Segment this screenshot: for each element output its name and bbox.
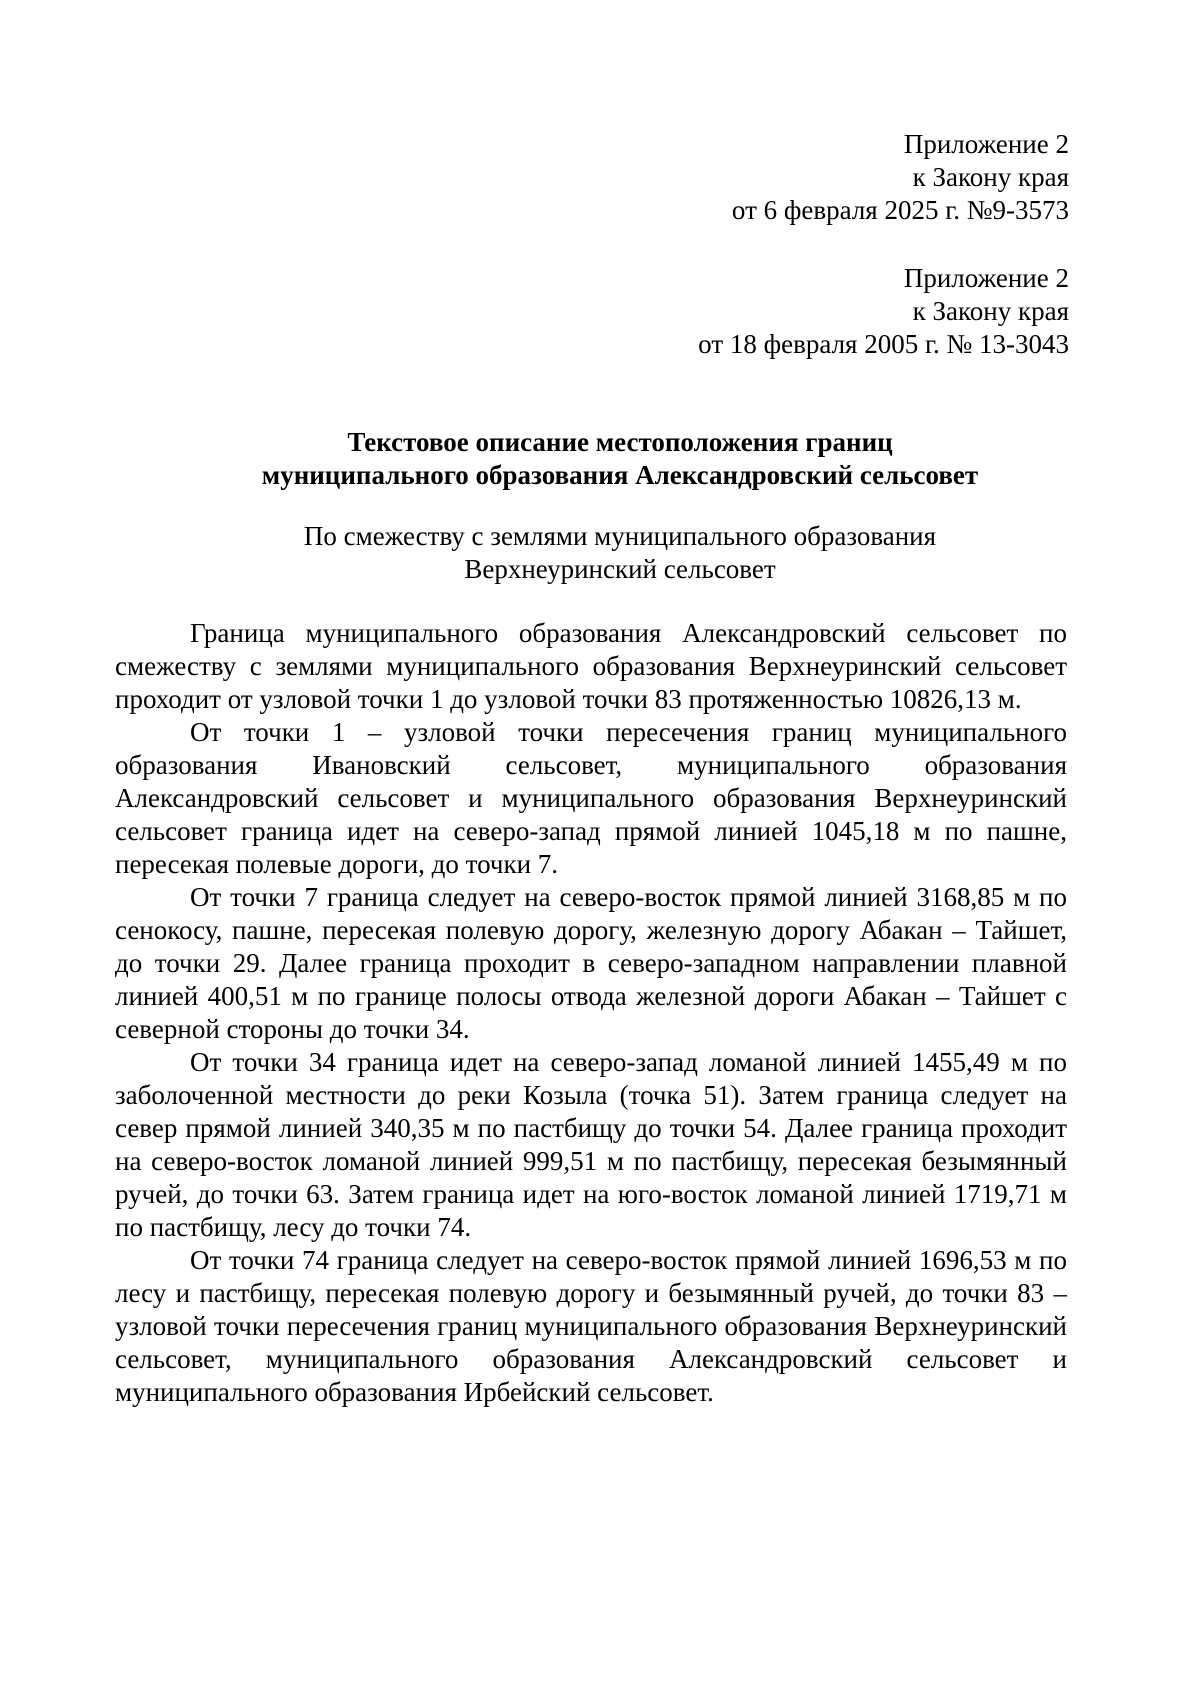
appendix-label: Приложение 2 [903, 263, 1069, 293]
document-title [0, 426, 1200, 492]
appendix-law-ref: к Закону края [912, 296, 1069, 326]
body-paragraph: От точки 1 – узловой точки пересечения границ муниципального образования Ивановский сельсовет, муниципального образования Александровский сельсовет и муниципального образования Верхнеуринский сельсовет граница идет на северо-запад прямой линией 1045,18 м по пашне, пересекая полевые дороги, до точки 7. [115, 717, 1067, 879]
appendix-header-original [698, 262, 1069, 361]
appendix-label: Приложение 2 [903, 129, 1069, 159]
appendix-law-ref: к Закону края [912, 162, 1069, 192]
section-heading-line-1: По смежеству с землями муниципального образования [303, 521, 937, 551]
section-heading [0, 520, 1200, 586]
appendix-header-current [732, 128, 1069, 227]
document-title-line-2: муниципального образования Александровский сельсовет [261, 460, 979, 490]
body-paragraph: Граница муниципального образования Александровский сельсовет по смежеству с землями муниципального образования Верхнеуринский сельсовет проходит от узловой точки 1 до узловой точки 83 протяженностью 10826,13 м. [115, 618, 1067, 714]
body-paragraph: От точки 74 граница следует на северо-восток прямой линией 1696,53 м по лесу и пастбищу, пересекая полевую дорогу и безымянный ручей, до точки 83 – узловой точки пересечения границ муниципального образования Верхнеуринский сельсовет, муниципального образования Александровский сельсовет и муниципального образования Ирбейский сельсовет. [115, 1245, 1067, 1407]
body-paragraph: От точки 34 граница идет на северо-запад ломаной линией 1455,49 м по заболоченной местности до реки Козыла (точка 51). Затем граница следует на север прямой линией 340,35 м по пастбищу до точки 54. Далее граница проходит на северо-восток ломаной линией 999,51 м по пастбищу, пересекая безымянный ручей, до точки 63. Затем граница идет на юго-восток ломаной линией 1719,71 м по пастбищу, лесу до точки 74. [115, 1047, 1067, 1242]
document-body [115, 617, 1067, 1409]
document-title-line-1: Текстовое описание местоположения границ [347, 427, 893, 457]
appendix-date: от 6 февраля 2025 г. №9-3573 [731, 195, 1069, 225]
body-paragraph: От точки 7 граница следует на северо-восток прямой линией 3168,85 м по сенокосу, пашне, пересекая полевую дорогу, железную дорогу Абакан – Тайшет, до точки 29. Далее граница проходит в северо-западном направлении плавной линией 400,51 м по границе полосы отвода железной дороги Абакан – Тайшет с северной стороны до точки 34. [115, 882, 1067, 1044]
section-heading-line-2: Верхнеуринский сельсовет [464, 554, 776, 584]
appendix-date: от 18 февраля 2005 г. № 13-3043 [698, 329, 1069, 359]
